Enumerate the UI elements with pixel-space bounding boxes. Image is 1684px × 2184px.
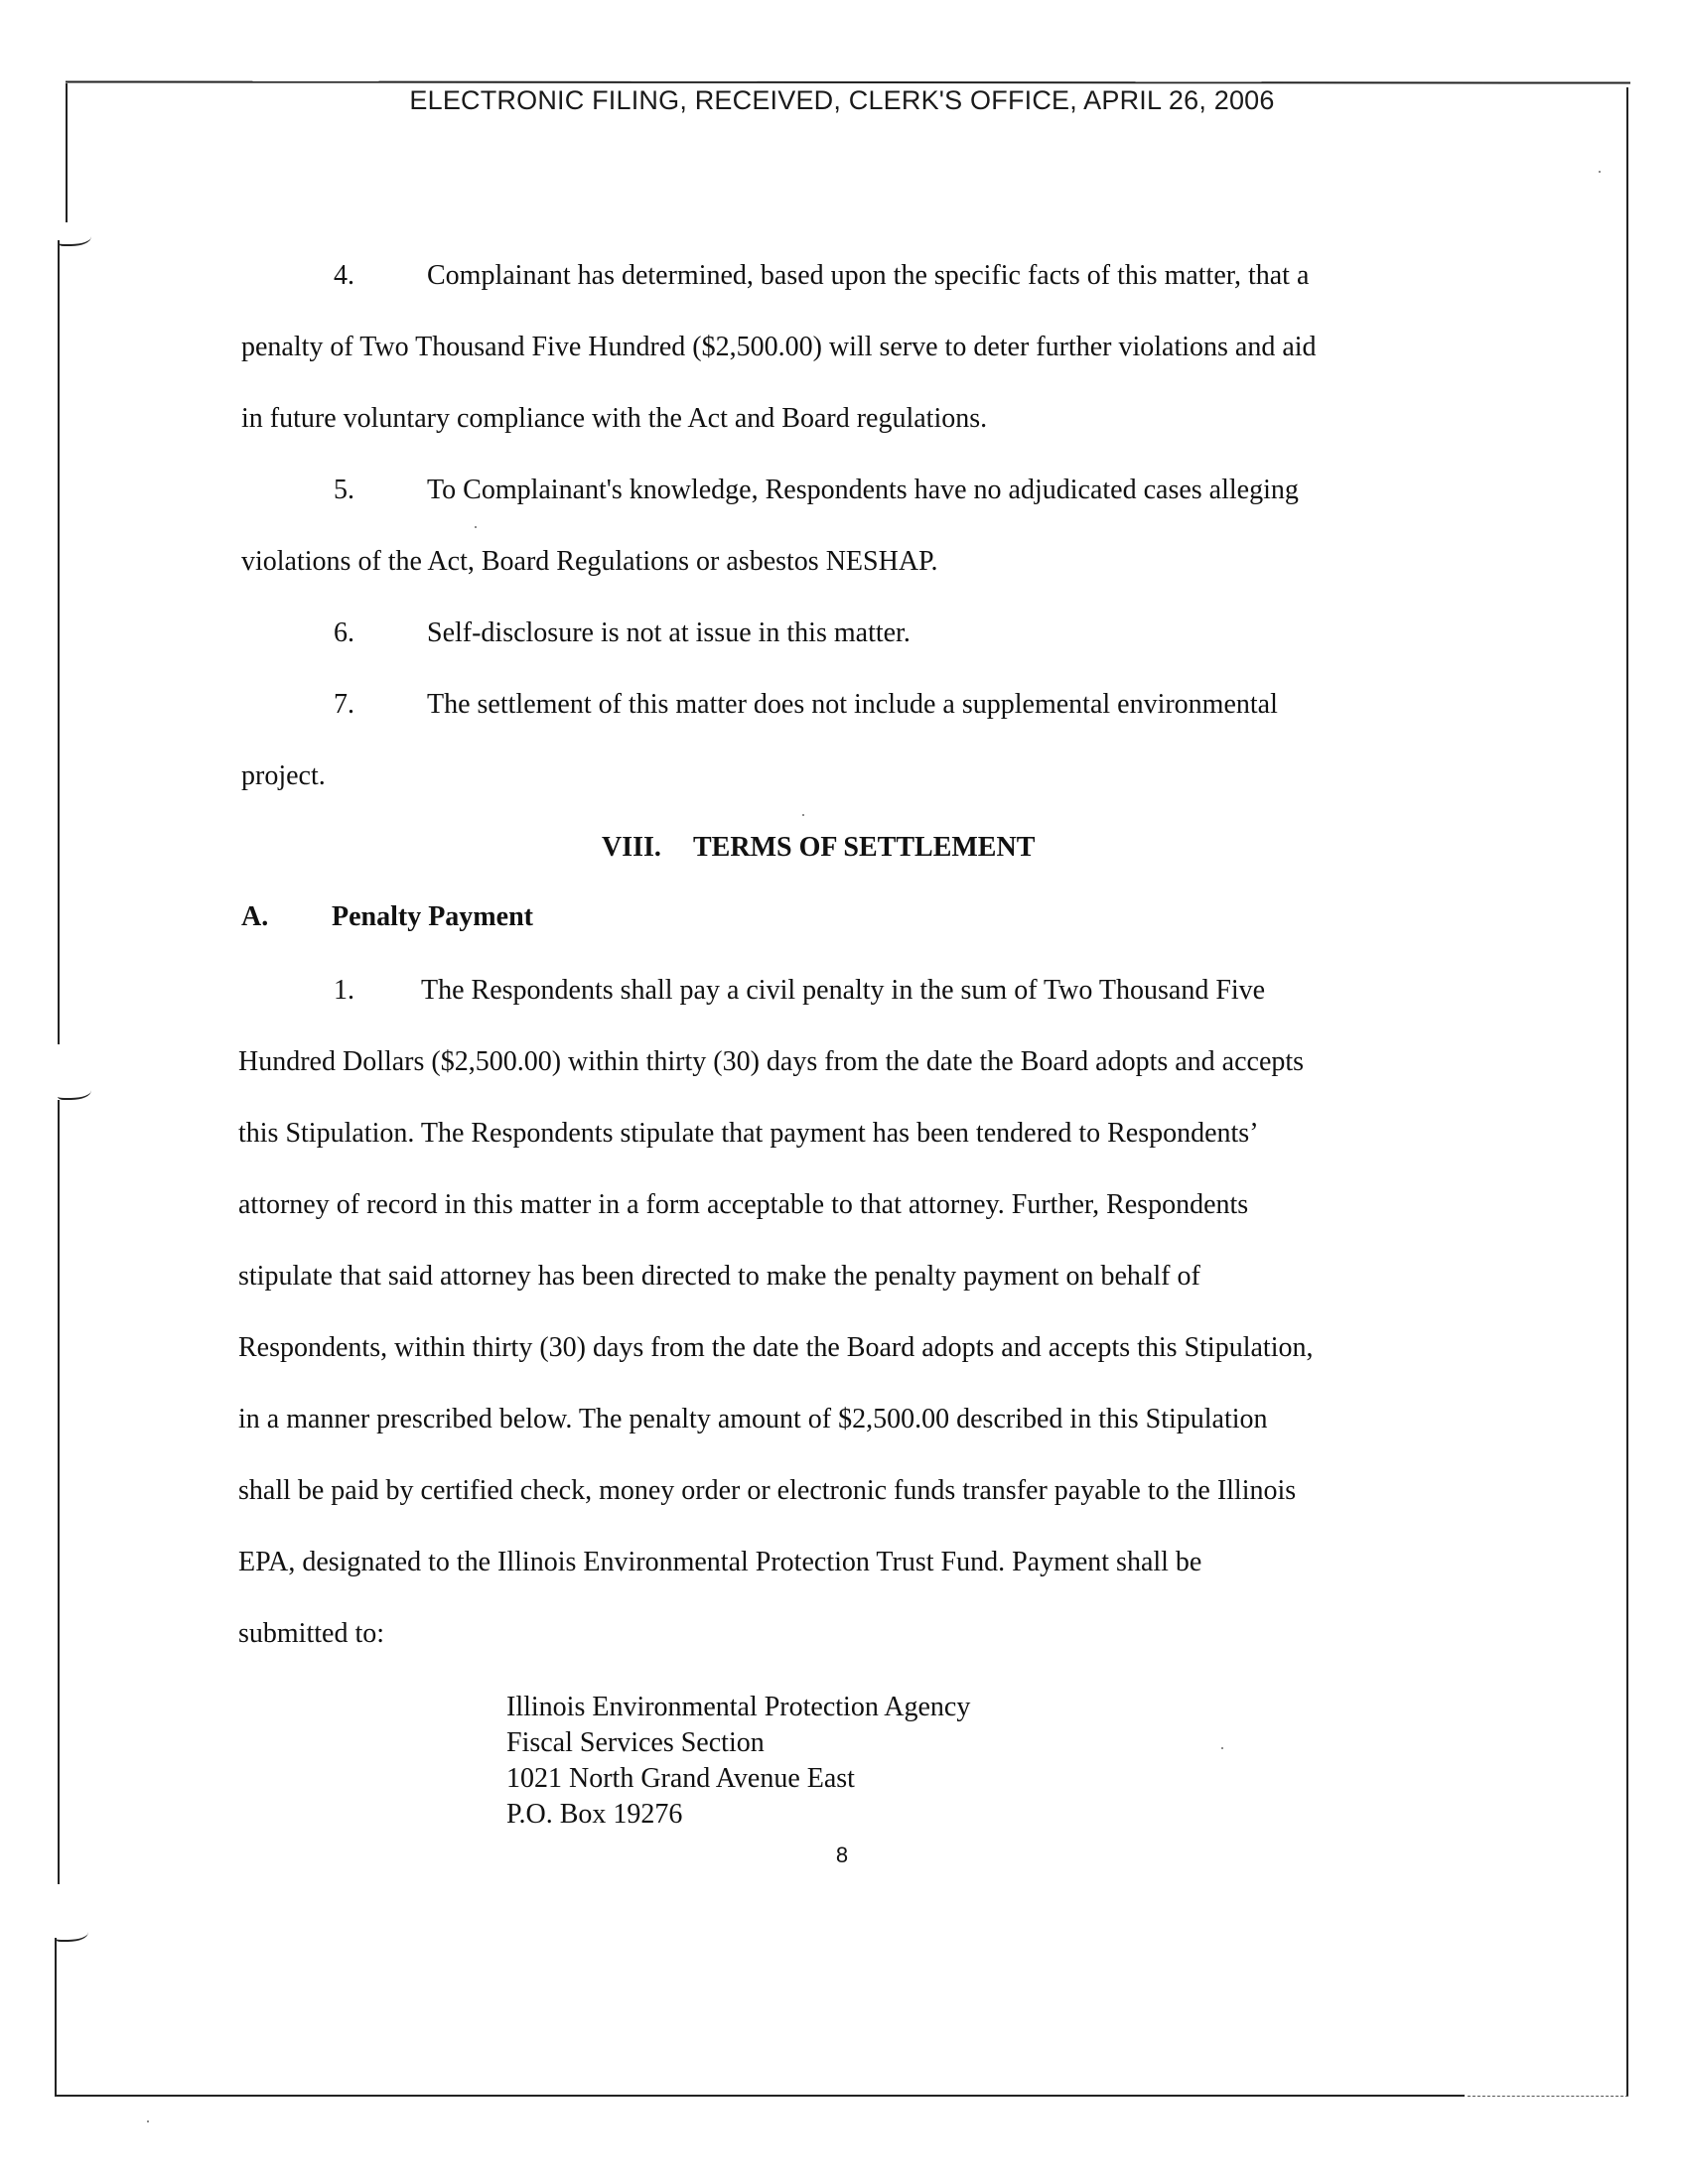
scan-speck — [147, 2120, 149, 2122]
section-number: VIII. — [602, 832, 661, 863]
address-block — [506, 1690, 970, 1833]
scan-binding-mark — [58, 1084, 91, 1100]
paragraph-text: EPA, designated to the Illinois Environmental Protection Trust Fund. Payment shall be — [238, 1547, 1202, 1577]
paragraph-text: shall be paid by certified check, money order or electronic funds transfer payable to the Illinois — [238, 1475, 1297, 1506]
paragraph-text: To Complainant's knowledge, Respondents have no adjudicated cases alleging — [427, 475, 1299, 505]
frame-bottom-border — [55, 2095, 1465, 2097]
subsection-title: Penalty Payment — [332, 901, 533, 932]
paragraph-text: stipulate that said attorney has been directed to make the penalty payment on behalf of — [238, 1261, 1200, 1292]
paragraph-text: violations of the Act, Board Regulations or asbestos NESHAP. — [241, 546, 938, 577]
scan-speck — [1599, 171, 1601, 173]
subsection-letter: A. — [241, 901, 269, 932]
paragraph-text: The settlement of this matter does not include a supplemental environmental — [427, 689, 1278, 720]
scan-speck — [475, 526, 477, 528]
paragraph-text: Hundred Dollars ($2,500.00) within thirty (30) days from the date the Board adopts and accepts — [238, 1046, 1305, 1077]
frame-left-border — [55, 1938, 57, 2095]
paragraph-text: submitted to: — [238, 1618, 384, 1649]
paragraph-text: The Respondents shall pay a civil penalty in the sum of Two Thousand Five — [421, 975, 1266, 1006]
paragraph-number: 7. — [334, 689, 354, 720]
scan-speck — [802, 814, 804, 816]
paragraph-number: 5. — [334, 475, 354, 505]
frame-left-border — [58, 240, 60, 1044]
scan-binding-mark — [58, 230, 91, 246]
page-number: 8 — [835, 1843, 849, 1867]
address-line: Illinois Environmental Protection Agency — [506, 1692, 971, 1722]
section-title: TERMS OF SETTLEMENT — [693, 832, 1036, 863]
paragraph-text: Complainant has determined, based upon the specific facts of this matter, that a — [427, 260, 1310, 291]
address-line: P.O. Box 19276 — [506, 1799, 683, 1830]
paragraph-number: 4. — [334, 260, 354, 291]
paragraph-text: Self-disclosure is not at issue in this matter. — [427, 617, 911, 648]
scan-speck — [1221, 1747, 1223, 1749]
frame-bottom-dashed-border — [1468, 2096, 1628, 2097]
paragraph-text: project. — [241, 760, 326, 791]
scan-binding-mark — [55, 1926, 88, 1942]
paragraph-text: this Stipulation. The Respondents stipulate that payment has been tendered to Respondents’ — [238, 1118, 1259, 1149]
paragraph-text: in a manner prescribed below. The penalty amount of $2,500.00 described in this Stipulation — [238, 1404, 1268, 1434]
frame-right-border — [1626, 87, 1628, 2097]
paragraph-number: 1. — [334, 975, 354, 1006]
paragraph-text: penalty of Two Thousand Five Hundred ($2,500.00) will serve to deter further violations and aid — [241, 332, 1317, 362]
paragraph-text: attorney of record in this matter in a form acceptable to that attorney. Further, Respondents — [238, 1189, 1249, 1220]
paragraph-text: Respondents, within thirty (30) days from the date the Board adopts and accepts this Stipulation, — [238, 1332, 1314, 1363]
filing-stamp-header: ELECTRONIC FILING, RECEIVED, CLERK'S OFFICE, APRIL 26, 2006 — [409, 85, 1275, 115]
frame-left-border — [58, 1100, 60, 1884]
address-line: Fiscal Services Section — [506, 1727, 765, 1758]
paragraph-number: 6. — [334, 617, 354, 648]
paragraph-text: in future voluntary compliance with the Act and Board regulations. — [241, 403, 988, 434]
frame-top-border — [66, 80, 1630, 83]
address-line: 1021 North Grand Avenue East — [506, 1763, 855, 1794]
